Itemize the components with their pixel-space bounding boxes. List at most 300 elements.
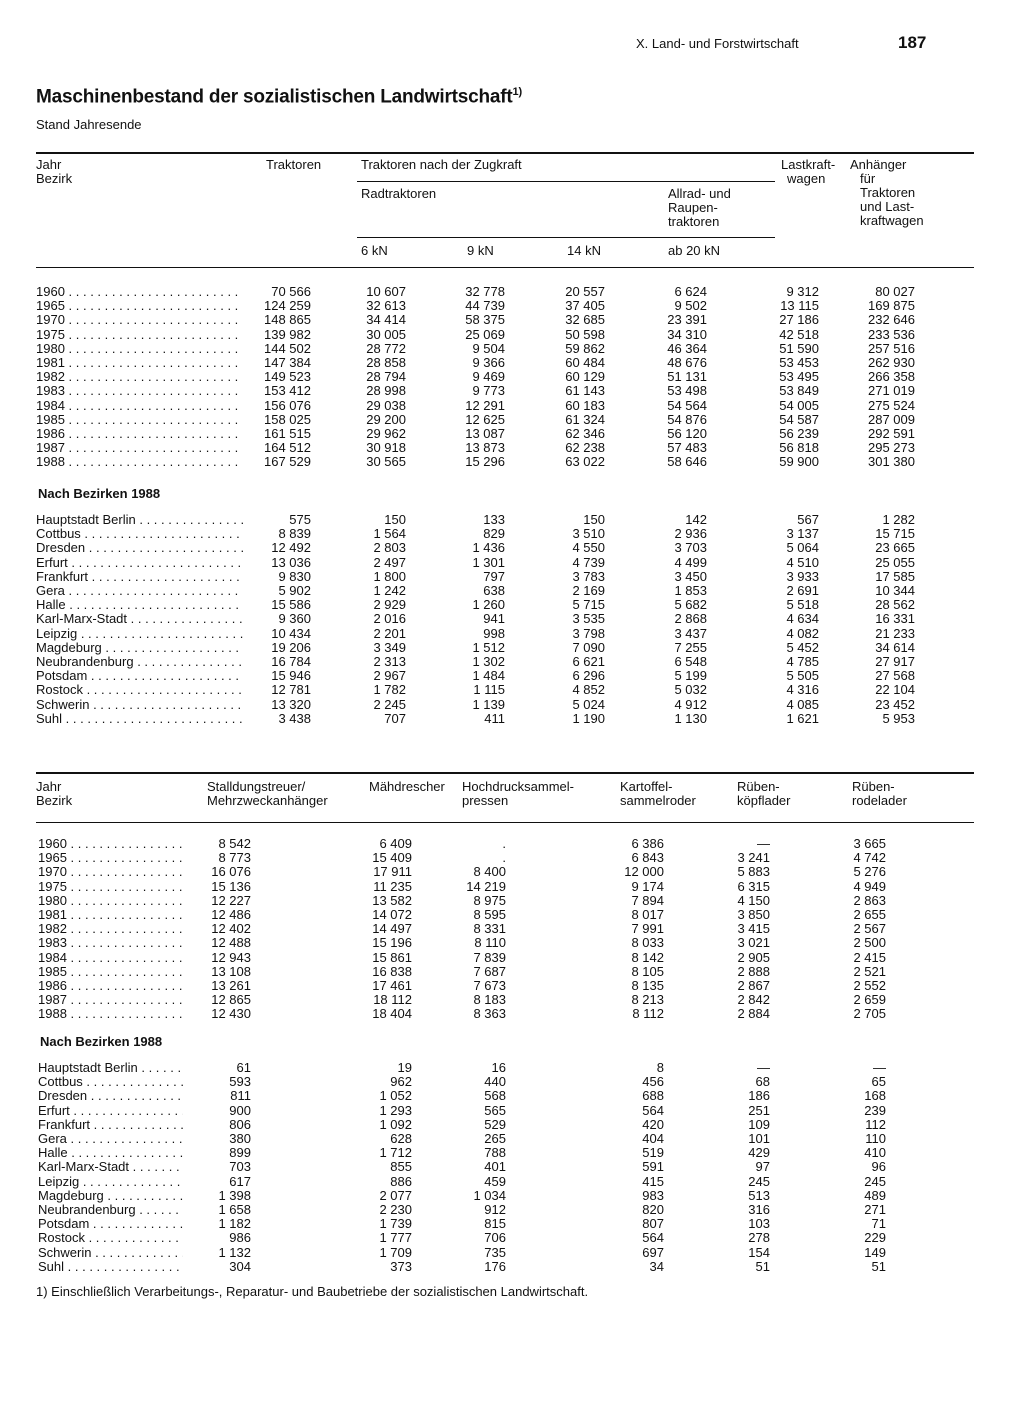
table-row bbox=[0, 356, 1024, 370]
cell-value: 2 016 bbox=[373, 611, 406, 627]
cell-value: 54 005 bbox=[779, 397, 819, 413]
cell-value: 5 276 bbox=[853, 864, 886, 880]
t2-head-ruebenrode-2: rodelader bbox=[852, 793, 907, 808]
cell-value: 1 301 bbox=[472, 554, 505, 570]
cell-value: 316 bbox=[748, 1202, 770, 1217]
table-row bbox=[0, 441, 1024, 455]
t1-head-zugkraft: Traktoren nach der Zugkraft bbox=[361, 157, 522, 172]
cell-value: 4 912 bbox=[674, 696, 707, 712]
table-row bbox=[0, 1146, 1024, 1160]
table-row bbox=[0, 1189, 1024, 1203]
cell-value: 233 536 bbox=[868, 326, 915, 342]
cell-value: 29 962 bbox=[366, 426, 406, 441]
table-row bbox=[0, 513, 1024, 527]
cell-value: 5 199 bbox=[674, 668, 707, 684]
cell-value: 7 255 bbox=[674, 639, 707, 655]
t1-head-traktoren: Traktoren bbox=[266, 157, 322, 172]
cell-value: 271 bbox=[864, 1202, 886, 1217]
cell-value: 156 076 bbox=[264, 397, 311, 413]
cell-value: — bbox=[873, 1060, 886, 1075]
cell-value: 109 bbox=[748, 1116, 770, 1132]
cell-value: 529 bbox=[484, 1116, 506, 1132]
cell-value: 1 130 bbox=[674, 710, 707, 726]
cell-value: 6 409 bbox=[379, 836, 412, 851]
row-label: Magdeburg . . . bbox=[36, 641, 243, 655]
cell-value: 2 936 bbox=[674, 526, 707, 542]
cell-value: 8 135 bbox=[631, 978, 664, 993]
cell-value: 2 842 bbox=[737, 992, 770, 1008]
cell-value: 2 497 bbox=[373, 554, 406, 570]
cell-value: 32 613 bbox=[366, 298, 406, 314]
table-row bbox=[0, 627, 1024, 641]
cell-value: 112 bbox=[865, 1116, 886, 1132]
t2-head-ruebenrode-1: Rüben- bbox=[852, 779, 895, 794]
t2-head-hochdruck-2: pressen bbox=[462, 793, 509, 808]
cell-value: 8 773 bbox=[218, 850, 251, 866]
row-label: 1965 . . . bbox=[36, 299, 243, 313]
cell-value: 3 798 bbox=[572, 625, 605, 641]
row-label: Dresden . . . bbox=[38, 1089, 183, 1103]
t1-head-20kn: ab 20 kN bbox=[668, 243, 721, 258]
row-label: Gera . . . bbox=[36, 584, 243, 598]
row-label: 1988 . . . bbox=[38, 1007, 183, 1021]
cell-value: . bbox=[502, 836, 506, 851]
t1-head-allrad-2: Raupen- bbox=[668, 200, 718, 215]
title-footnote-mark: 1) bbox=[512, 86, 522, 98]
cell-value: 186 bbox=[748, 1088, 770, 1104]
row-label: Dresden . . . bbox=[36, 541, 243, 555]
cell-value: 124 259 bbox=[264, 298, 311, 314]
cell-value: 1 777 bbox=[379, 1230, 412, 1246]
cell-value: 3 437 bbox=[674, 625, 707, 641]
cell-value: 12 402 bbox=[211, 921, 251, 937]
t1-head-lkw-2: wagen bbox=[787, 171, 826, 186]
cell-value: 97 bbox=[755, 1159, 770, 1175]
t1-head-jahr: Jahr bbox=[36, 157, 62, 172]
cell-value: 983 bbox=[642, 1187, 664, 1203]
cell-value: 60 129 bbox=[565, 369, 605, 385]
cell-value: 245 bbox=[864, 1173, 886, 1189]
cell-value: 150 bbox=[583, 512, 605, 527]
row-label: 1986 . . . bbox=[38, 979, 183, 993]
row-label: 1985 . . . bbox=[36, 413, 243, 427]
cell-value: 154 bbox=[748, 1244, 770, 1260]
table-row bbox=[0, 399, 1024, 413]
cell-value: 161 515 bbox=[264, 426, 311, 441]
cell-value: 58 646 bbox=[667, 454, 707, 470]
cell-value: 15 136 bbox=[211, 878, 251, 894]
cell-value: 54 564 bbox=[667, 397, 707, 413]
cell-value: 4 499 bbox=[674, 554, 707, 570]
cell-value: 16 076 bbox=[211, 864, 251, 880]
cell-value: 2 705 bbox=[853, 1006, 886, 1022]
cell-value: 20 557 bbox=[565, 284, 605, 299]
cell-value: 12 000 bbox=[624, 864, 664, 880]
cell-value: 2 868 bbox=[674, 611, 707, 627]
cell-value: 54 876 bbox=[667, 411, 707, 427]
cell-value: 900 bbox=[229, 1102, 251, 1118]
cell-value: . bbox=[502, 850, 506, 866]
cell-value: 23 391 bbox=[667, 312, 707, 328]
cell-value: 4 316 bbox=[786, 682, 819, 698]
cell-value: 3 450 bbox=[674, 568, 707, 584]
cell-value: 53 495 bbox=[779, 369, 819, 385]
page-number: 187 bbox=[898, 33, 927, 52]
cell-value: 1 293 bbox=[379, 1102, 412, 1118]
table-row bbox=[0, 328, 1024, 342]
cell-value: 56 239 bbox=[779, 426, 819, 441]
cell-value: 2 077 bbox=[379, 1187, 412, 1203]
cell-value: 61 324 bbox=[565, 411, 605, 427]
cell-value: 1 484 bbox=[472, 668, 505, 684]
cell-value: 229 bbox=[864, 1230, 886, 1246]
cell-value: 18 404 bbox=[372, 1006, 412, 1022]
cell-value: 7 894 bbox=[631, 892, 664, 908]
cell-value: 164 512 bbox=[264, 440, 311, 456]
cell-value: 3 241 bbox=[737, 850, 770, 866]
cell-value: 440 bbox=[484, 1074, 506, 1090]
cell-value: 1 282 bbox=[882, 512, 915, 527]
cell-value: 8 839 bbox=[278, 526, 311, 542]
cell-value: 4 949 bbox=[853, 878, 886, 894]
row-label: 1982 . . . bbox=[38, 922, 183, 936]
cell-value: 275 524 bbox=[868, 397, 915, 413]
cell-value: 28 562 bbox=[875, 597, 915, 613]
row-label: Rostock . . . bbox=[38, 1231, 183, 1245]
cell-value: 4 739 bbox=[572, 554, 605, 570]
cell-value: 245 bbox=[748, 1173, 770, 1189]
cell-value: 266 358 bbox=[868, 369, 915, 385]
cell-value: 986 bbox=[229, 1230, 251, 1246]
cell-value: 46 364 bbox=[667, 340, 707, 356]
table2-header-bottom-rule bbox=[36, 822, 974, 823]
cell-value: 5 902 bbox=[278, 583, 311, 598]
cell-value: 19 206 bbox=[271, 639, 311, 655]
table-row bbox=[0, 1089, 1024, 1103]
row-label: Frankfurt . . . bbox=[38, 1118, 183, 1132]
cell-value: 8 331 bbox=[473, 921, 506, 937]
cell-value: 34 bbox=[649, 1258, 664, 1274]
cell-value: 6 621 bbox=[572, 654, 605, 669]
row-label: Hauptstadt Berlin . . . bbox=[38, 1061, 183, 1075]
cell-value: 133 bbox=[483, 512, 505, 527]
cell-value: 373 bbox=[390, 1258, 412, 1274]
cell-value: 2 552 bbox=[853, 978, 886, 993]
cell-value: 65 bbox=[871, 1074, 886, 1090]
cell-value: 13 108 bbox=[211, 963, 251, 979]
cell-value: 262 930 bbox=[868, 355, 915, 370]
row-label: 1965 . . . bbox=[38, 851, 183, 865]
table1-header-bottom-rule bbox=[36, 267, 974, 268]
cell-value: 271 019 bbox=[868, 383, 915, 399]
cell-value: 29 038 bbox=[366, 397, 406, 413]
cell-value: 2 867 bbox=[737, 978, 770, 993]
cell-value: 15 409 bbox=[372, 850, 412, 866]
table-row bbox=[0, 598, 1024, 612]
cell-value: 28 858 bbox=[366, 355, 406, 370]
cell-value: 2 313 bbox=[373, 654, 406, 669]
cell-value: 899 bbox=[229, 1145, 251, 1161]
cell-value: 58 375 bbox=[465, 312, 505, 328]
cell-value: 1 302 bbox=[472, 654, 505, 669]
cell-value: 3 850 bbox=[737, 907, 770, 922]
cell-value: 6 624 bbox=[674, 284, 707, 299]
cell-value: 149 523 bbox=[264, 369, 311, 385]
cell-value: 565 bbox=[484, 1102, 506, 1118]
cell-value: 4 150 bbox=[737, 892, 770, 908]
cell-value: 1 739 bbox=[379, 1216, 412, 1232]
table-row bbox=[0, 570, 1024, 584]
cell-value: 22 104 bbox=[875, 682, 915, 698]
cell-value: 29 200 bbox=[366, 411, 406, 427]
cell-value: 144 502 bbox=[264, 340, 311, 356]
cell-value: 71 bbox=[871, 1216, 886, 1232]
cell-value: 7 839 bbox=[473, 949, 506, 965]
cell-value: 941 bbox=[483, 611, 505, 627]
running-header: X. Land- und Forstwirtschaft bbox=[636, 36, 799, 51]
cell-value: 2 929 bbox=[373, 597, 406, 613]
cell-value: 4 085 bbox=[786, 696, 819, 712]
cell-value: 57 483 bbox=[667, 440, 707, 456]
t1-head-anh-1: Anhänger bbox=[850, 157, 907, 172]
cell-value: 27 186 bbox=[779, 312, 819, 328]
cell-value: 17 585 bbox=[875, 568, 915, 584]
cell-value: 459 bbox=[484, 1173, 506, 1189]
table-row bbox=[0, 1075, 1024, 1089]
cell-value: 855 bbox=[390, 1159, 412, 1175]
cell-value: 53 498 bbox=[667, 383, 707, 399]
cell-value: 9 312 bbox=[786, 284, 819, 299]
cell-value: 4 550 bbox=[572, 540, 605, 556]
cell-value: 688 bbox=[642, 1088, 664, 1104]
cell-value: 19 bbox=[397, 1060, 412, 1075]
cell-value: 8 183 bbox=[473, 992, 506, 1008]
cell-value: 251 bbox=[748, 1102, 770, 1118]
cell-value: 5 518 bbox=[786, 597, 819, 613]
cell-value: 13 320 bbox=[271, 696, 311, 712]
t1-head-9kn: 9 kN bbox=[467, 243, 494, 258]
cell-value: 6 843 bbox=[631, 850, 664, 866]
cell-value: 9 773 bbox=[472, 383, 505, 399]
table-row bbox=[0, 936, 1024, 950]
cell-value: 12 430 bbox=[211, 1006, 251, 1022]
table-row bbox=[0, 299, 1024, 313]
table-row bbox=[0, 1160, 1024, 1174]
cell-value: 110 bbox=[865, 1131, 886, 1146]
cell-value: 12 291 bbox=[465, 397, 505, 413]
cell-value: 998 bbox=[483, 625, 505, 641]
cell-value: 13 115 bbox=[780, 298, 819, 314]
cell-value: 62 238 bbox=[565, 440, 605, 456]
t1-head-14kn: 14 kN bbox=[567, 243, 601, 258]
cell-value: 3 535 bbox=[572, 611, 605, 627]
cell-value: 51 bbox=[871, 1258, 886, 1274]
row-label: Magdeburg . . . bbox=[38, 1189, 183, 1203]
cell-value: 3 510 bbox=[572, 526, 605, 542]
row-label: Karl-Marx-Stadt . . . bbox=[38, 1160, 183, 1174]
cell-value: 16 784 bbox=[271, 654, 311, 669]
cell-value: 51 131 bbox=[667, 369, 707, 385]
cell-value: 150 bbox=[384, 512, 406, 527]
table-row bbox=[0, 527, 1024, 541]
cell-value: 3 933 bbox=[786, 568, 819, 584]
t1-head-6kn: 6 kN bbox=[361, 243, 388, 258]
cell-value: 56 120 bbox=[667, 426, 707, 441]
table-row bbox=[0, 612, 1024, 626]
cell-value: 1 398 bbox=[218, 1187, 251, 1203]
row-label: 1984 . . . bbox=[36, 399, 243, 413]
cell-value: 14 219 bbox=[466, 878, 506, 894]
cell-value: 519 bbox=[642, 1145, 664, 1161]
cell-value: 415 bbox=[642, 1173, 664, 1189]
cell-value: 7 090 bbox=[572, 639, 605, 655]
cell-value: 28 772 bbox=[366, 340, 406, 356]
cell-value: 5 505 bbox=[786, 668, 819, 684]
cell-value: 564 bbox=[642, 1102, 664, 1118]
cell-value: 169 875 bbox=[868, 298, 915, 314]
cell-value: 16 331 bbox=[875, 611, 915, 627]
cell-value: 1 182 bbox=[218, 1216, 251, 1232]
cell-value: 304 bbox=[229, 1258, 251, 1274]
cell-value: 13 036 bbox=[271, 554, 311, 570]
cell-value: 17 911 bbox=[373, 864, 412, 880]
cell-value: 1 092 bbox=[379, 1116, 412, 1132]
table-row bbox=[0, 951, 1024, 965]
cell-value: 401 bbox=[484, 1159, 506, 1175]
table-row bbox=[0, 979, 1024, 993]
cell-value: 25 055 bbox=[875, 554, 915, 570]
cell-value: 63 022 bbox=[565, 454, 605, 470]
cell-value: 139 982 bbox=[264, 326, 311, 342]
row-label: 1981 . . . bbox=[36, 356, 243, 370]
table-row bbox=[0, 1175, 1024, 1189]
cell-value: 9 469 bbox=[472, 369, 505, 385]
cell-value: 3 783 bbox=[572, 568, 605, 584]
cell-value: 15 296 bbox=[465, 454, 505, 470]
cell-value: 28 998 bbox=[366, 383, 406, 399]
cell-value: 8 033 bbox=[631, 935, 664, 951]
t1-head-bezirk: Bezirk bbox=[36, 171, 73, 186]
cell-value: 1 800 bbox=[373, 568, 406, 584]
table-row bbox=[0, 641, 1024, 655]
cell-value: 44 739 bbox=[465, 298, 505, 314]
cell-value: 5 883 bbox=[737, 864, 770, 880]
cell-value: 2 803 bbox=[373, 540, 406, 556]
cell-value: 7 991 bbox=[631, 921, 664, 937]
cell-value: 5 064 bbox=[786, 540, 819, 556]
table-row bbox=[0, 669, 1024, 683]
row-label: 1986 . . . bbox=[36, 427, 243, 441]
t1-head-radtraktoren: Radtraktoren bbox=[361, 186, 437, 201]
row-label: Potsdam . . . bbox=[36, 669, 243, 683]
cell-value: 8 363 bbox=[473, 1006, 506, 1022]
row-label: Cottbus . . . bbox=[38, 1075, 183, 1089]
cell-value: 232 646 bbox=[868, 312, 915, 328]
cell-value: 239 bbox=[864, 1102, 886, 1118]
cell-value: 10 344 bbox=[875, 583, 915, 598]
t1-section-label: Nach Bezirken 1988 bbox=[38, 486, 161, 501]
cell-value: 14 497 bbox=[372, 921, 412, 937]
t2-head-stalldung-2: Mehrzweckanhänger bbox=[207, 793, 328, 808]
cell-value: 962 bbox=[390, 1074, 412, 1090]
row-label: 1960 . . . bbox=[36, 285, 243, 299]
cell-value: 617 bbox=[229, 1173, 251, 1189]
cell-value: 13 582 bbox=[372, 892, 412, 908]
t1-head-allrad-3: traktoren bbox=[668, 214, 720, 229]
cell-value: 5 032 bbox=[674, 682, 707, 698]
cell-value: 2 567 bbox=[853, 921, 886, 937]
page-title bbox=[36, 86, 522, 108]
table-row bbox=[0, 1246, 1024, 1260]
cell-value: 70 566 bbox=[271, 284, 311, 299]
cell-value: 1 190 bbox=[572, 710, 605, 726]
cell-value: 12 492 bbox=[271, 540, 311, 556]
cell-value: 257 516 bbox=[868, 340, 915, 356]
cell-value: 13 873 bbox=[465, 440, 505, 456]
table-row bbox=[0, 1203, 1024, 1217]
cell-value: 32 685 bbox=[565, 312, 605, 328]
row-label: Halle . . . bbox=[36, 598, 243, 612]
cell-value: 3 703 bbox=[674, 540, 707, 556]
cell-value: 703 bbox=[229, 1159, 251, 1175]
cell-value: 2 967 bbox=[373, 668, 406, 684]
cell-value: 2 691 bbox=[786, 583, 819, 598]
table2-top-rule bbox=[36, 772, 974, 774]
cell-value: 788 bbox=[484, 1145, 506, 1161]
cell-value: 6 548 bbox=[674, 654, 707, 669]
cell-value: 13 087 bbox=[465, 426, 505, 441]
cell-value: 21 233 bbox=[875, 625, 915, 641]
row-label: Neubrandenburg . . . bbox=[38, 1203, 183, 1217]
cell-value: 1 658 bbox=[218, 1202, 251, 1217]
cell-value: 12 625 bbox=[465, 411, 505, 427]
row-label: Suhl . . . bbox=[36, 712, 243, 726]
cell-value: 23 665 bbox=[875, 540, 915, 556]
cell-value: 30 918 bbox=[366, 440, 406, 456]
row-label: 1970 . . . bbox=[36, 313, 243, 327]
cell-value: 912 bbox=[484, 1202, 506, 1217]
cell-value: 489 bbox=[864, 1187, 886, 1203]
cell-value: 28 794 bbox=[366, 369, 406, 385]
cell-value: 60 484 bbox=[565, 355, 605, 370]
subtitle: Stand Jahresende bbox=[36, 117, 142, 132]
t1-zugkraft-rule bbox=[357, 181, 775, 182]
row-label: 1982 . . . bbox=[36, 370, 243, 384]
cell-value: 3 665 bbox=[853, 836, 886, 851]
row-label: 1975 . . . bbox=[38, 880, 183, 894]
cell-value: 1 621 bbox=[786, 710, 819, 726]
cell-value: 6 386 bbox=[631, 836, 664, 851]
cell-value: 5 452 bbox=[786, 639, 819, 655]
cell-value: 61 bbox=[236, 1060, 251, 1075]
t1-head-lkw-1: Lastkraft- bbox=[781, 157, 836, 172]
cell-value: 27 568 bbox=[875, 668, 915, 684]
table-row bbox=[0, 285, 1024, 299]
cell-value: 8 112 bbox=[632, 1006, 664, 1022]
cell-value: 575 bbox=[289, 512, 311, 527]
row-label: Neubrandenburg . . . bbox=[36, 655, 243, 669]
cell-value: 101 bbox=[748, 1131, 770, 1146]
table-row bbox=[0, 837, 1024, 851]
table-row bbox=[0, 712, 1024, 726]
cell-value: 18 112 bbox=[373, 992, 412, 1008]
cell-value: 628 bbox=[390, 1131, 412, 1146]
cell-value: 15 196 bbox=[372, 935, 412, 951]
cell-value: 7 673 bbox=[473, 978, 506, 993]
footnote: 1) Einschließlich Verarbeitungs-, Reparatur- und Baubetriebe der sozialistischen Landwirtschaft. bbox=[36, 1284, 589, 1299]
row-label: Suhl . . . bbox=[38, 1260, 183, 1274]
cell-value: 15 586 bbox=[271, 597, 311, 613]
